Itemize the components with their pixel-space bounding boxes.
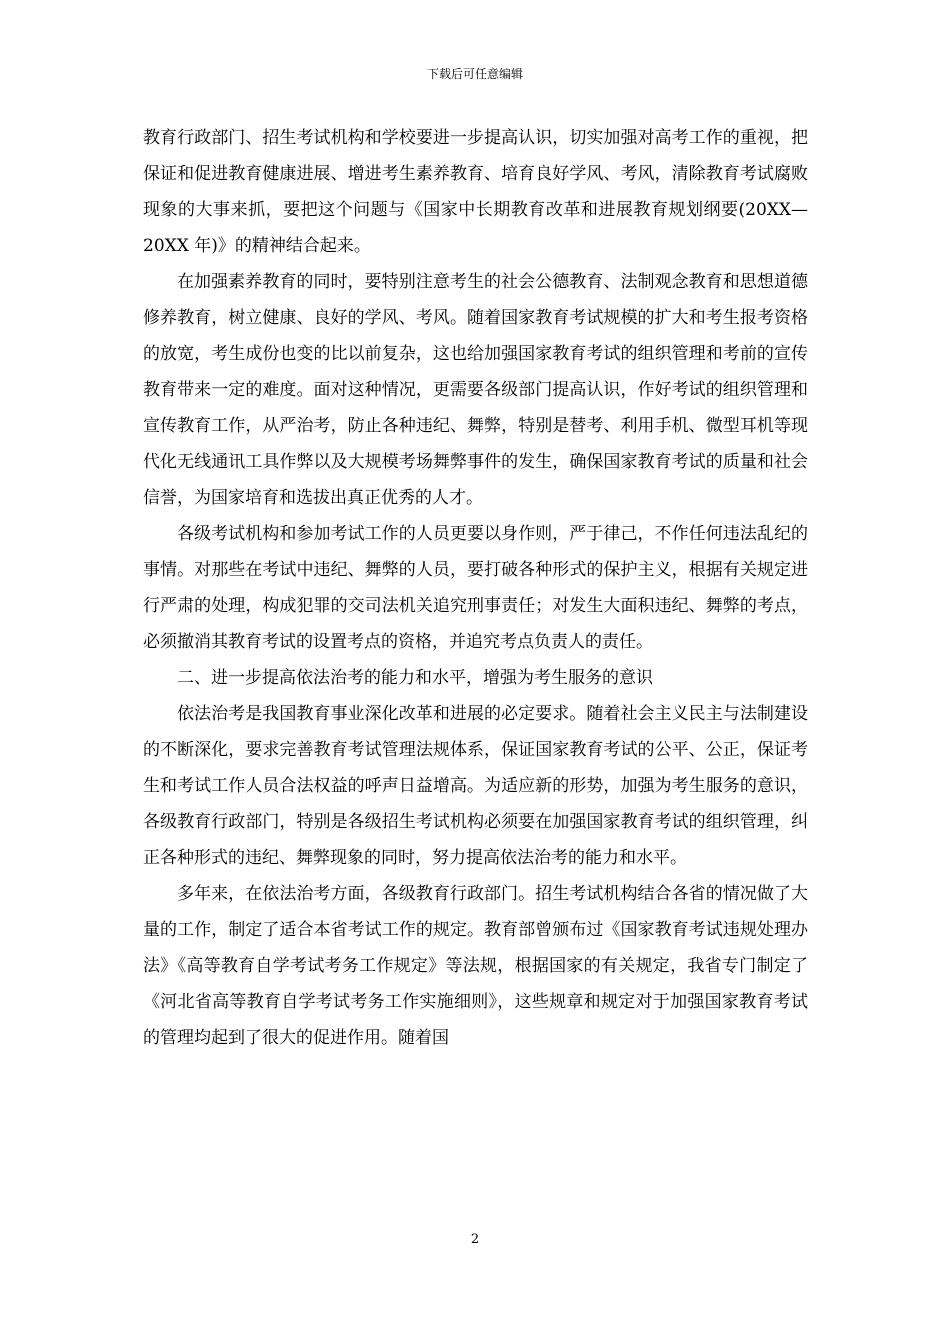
section-heading: 二、进一步提高依法治考的能力和水平，增强为考生服务的意识 (177, 668, 653, 688)
paragraph-3: 各级考试机构和参加考试工作的人员更要以身作则，严于律己，不作任何违法乱纪的事情。对那些在考试中违纪、舞弊的人员，要打破各种形式的保护主义，根据有关规定进行严肃的处理，构成犯罪的交司法机关追究刑事责任；对发生大面积违纪、舞弊的考点，必须撤消其教育考试的设置考点的资格，并追究考点负责人的责任。 (143, 524, 808, 652)
page-number: 2 (470, 1232, 480, 1247)
paragraph-4: 依法治考是我国教育事业深化改革和进展的必定要求。随着社会主义民主与法制建设的不断深化，要求完善教育考试管理法规体系，保证国家教育考试的公平、公正，保证考生和考试工作人员合法权益的呼声日益增高。为适应新的形势，加强为考生服务的意识，各级教育行政部门，特别是各级招生考试机构必须要在加强国家教育考试的组织管理，纠正各种形式的违纪、舞弊现象的同时，努力提高依法治考的能力和水平。 (143, 704, 808, 868)
paragraph-1: 教育行政部门、招生考试机构和学校要进一步提高认识，切实加强对高考工作的重视，把保证和促进教育健康进展、增进考生素养教育、培育良好学风、考风，清除教育考试腐败现象的大事来抓，要把这个问题与《国家中长期教育改革和进展教育规划纲要(20XX—20XX 年)》的精神结合起来。 (143, 128, 808, 256)
paragraph-5: 多年来，在依法治考方面，各级教育行政部门。招生考试机构结合各省的情况做了大量的工作，制定了适合本省考试工作的规定。教育部曾颁布过《国家教育考试违规处理办法》《高等教育自学考试考务工作规定》等法规，根据国家的有关规定，我省专门制定了《河北省高等教育自学考试考务工作实施细则》，这些规章和规定对于加强国家教育考试的管理均起到了很大的促进作用。随着国 (143, 884, 808, 1048)
page-header: 下载后可任意编辑 (426, 67, 523, 81)
document-body (143, 120, 808, 1056)
paragraph-2: 在加强素养教育的同时，要特别注意考生的社会公德教育、法制观念教育和思想道德修养教育，树立健康、良好的学风、考风。随着国家教育考试规模的扩大和考生报考资格的放宽，考生成份也变的比以前复杂，这也给加强国家教育考试的组织管理和考前的宣传教育带来一定的难度。面对这种情况，更需要各级部门提高认识，作好考试的组织管理和宣传教育工作，从严治考，防止各种违纪、舞弊，特别是替考、利用手机、微型耳机等现代化无线通讯工具作弊以及大规模考场舞弊事件的发生，确保国家教育考试的质量和社会信誉，为国家培育和选拔出真正优秀的人才。 (143, 272, 808, 508)
